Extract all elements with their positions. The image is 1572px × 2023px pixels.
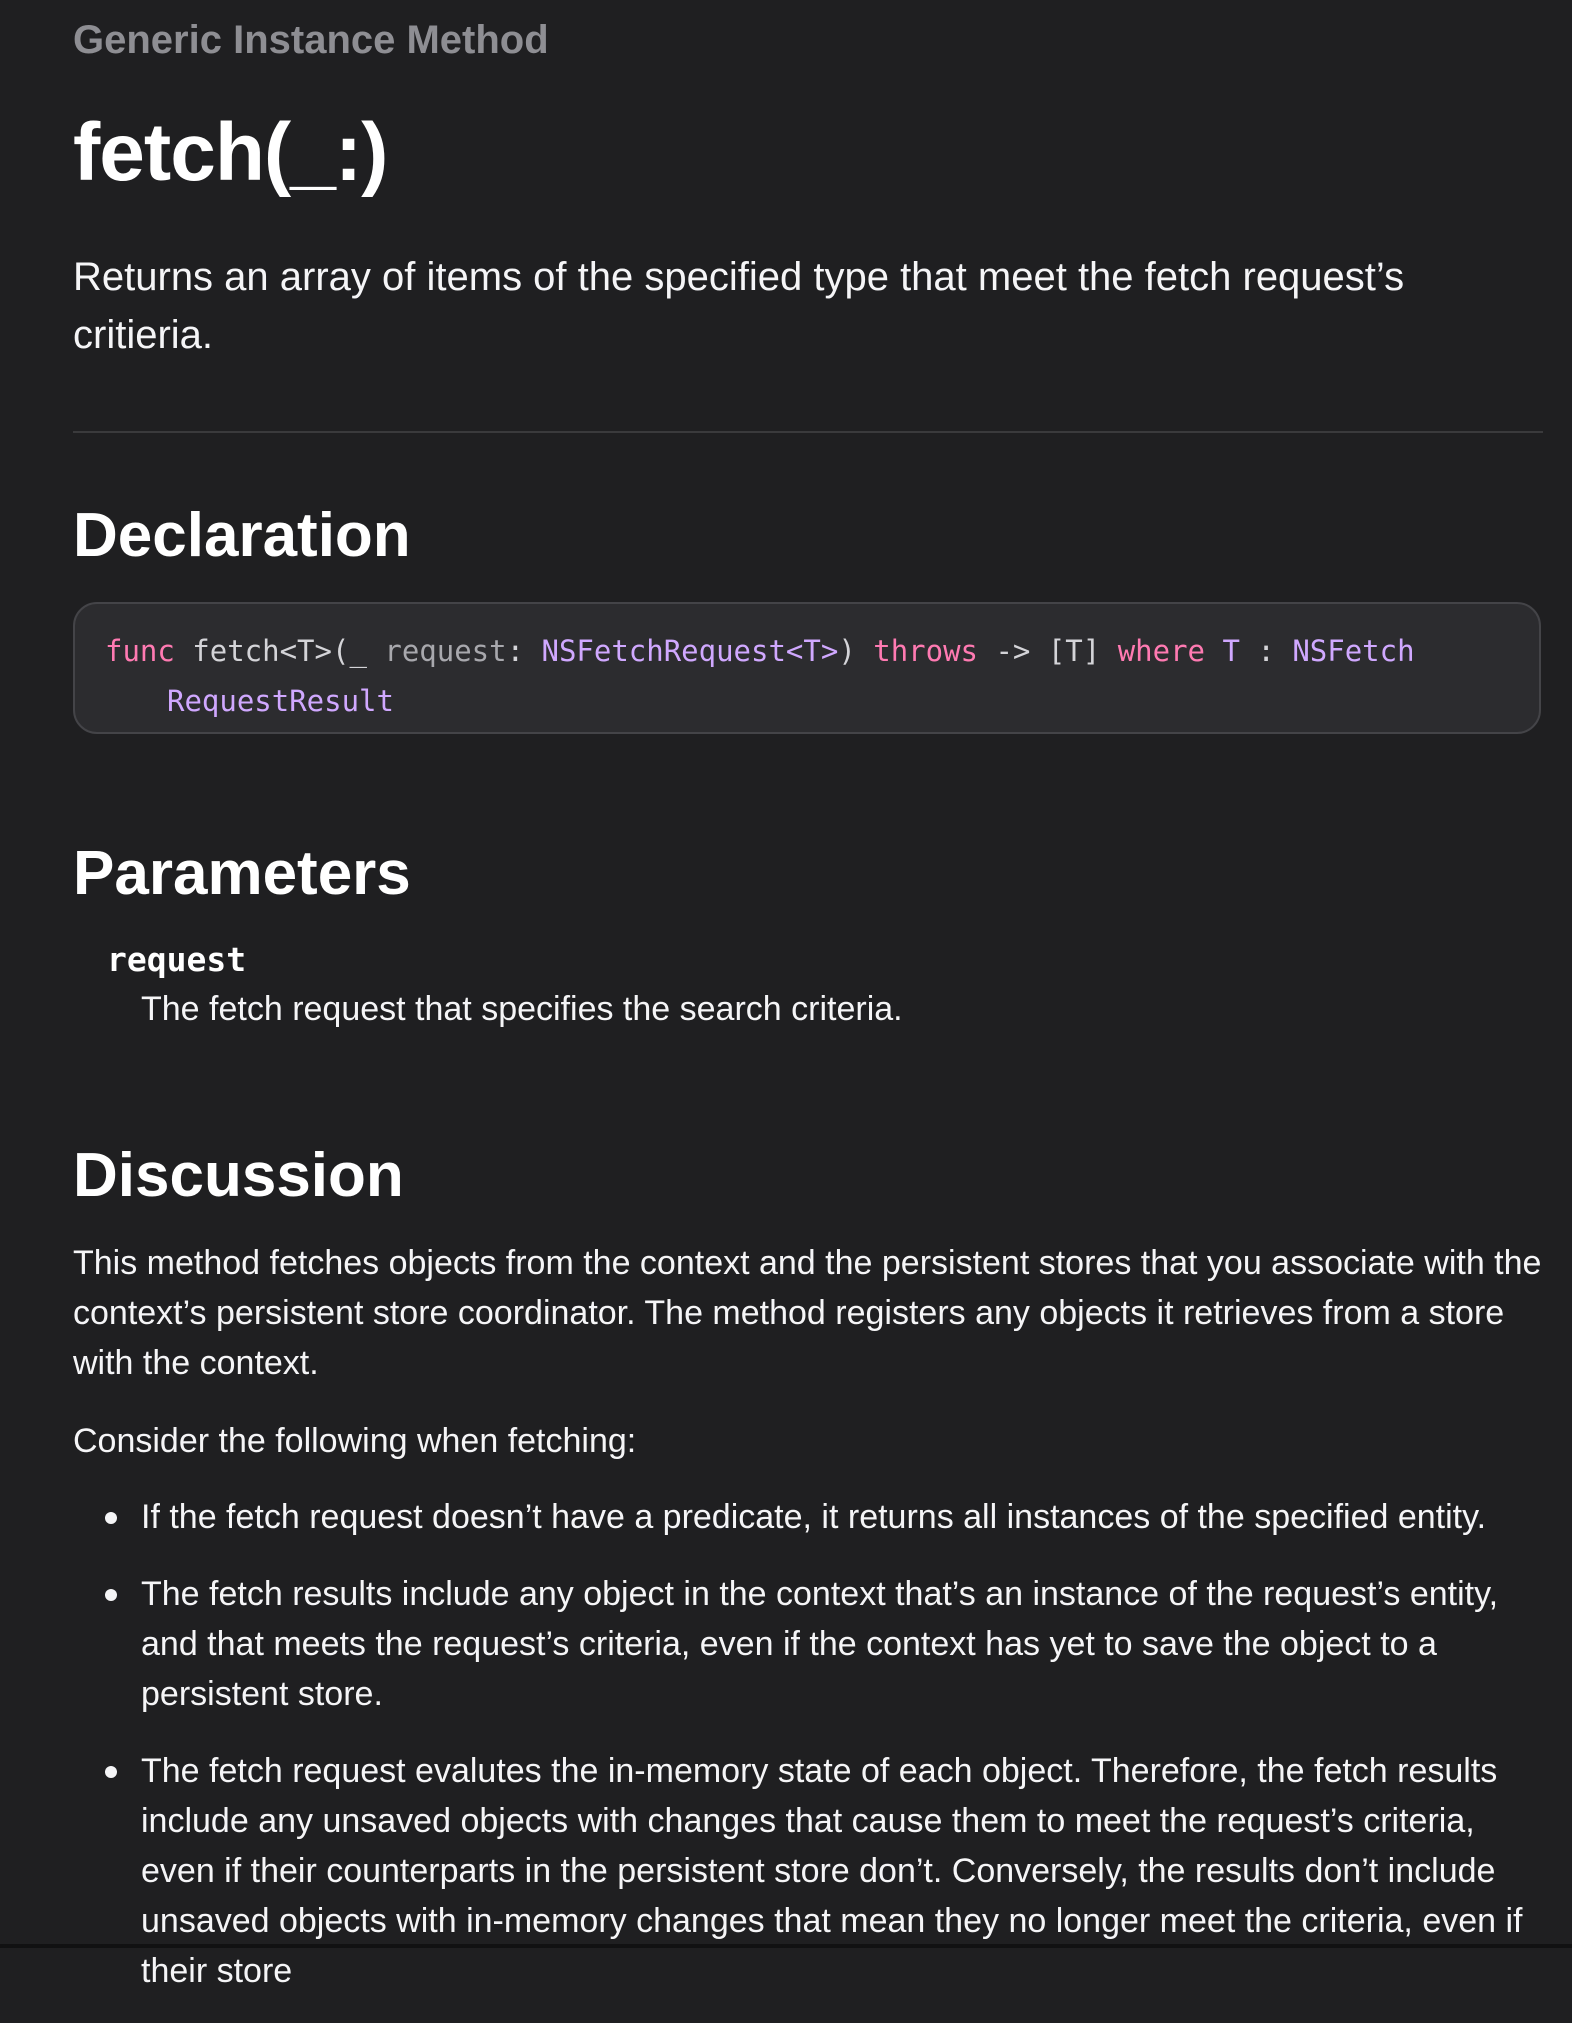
code-generic-param: T — [1205, 634, 1258, 668]
discussion-paragraph: Consider the following when fetching: — [73, 1422, 637, 1460]
code-constraint-colon: : — [1257, 634, 1293, 668]
declaration-line-1 — [105, 626, 1509, 676]
code-keyword-throws: throws — [873, 634, 978, 668]
symbol-kind-eyebrow: Generic Instance Method — [73, 18, 549, 62]
page-title: fetch(_:) — [73, 107, 388, 198]
declaration-line-2 — [105, 676, 1509, 726]
list-item-text: The fetch results include any object in the context that’s an instance of the request’s entity, and that meets the request’s criteria, even if the context has yet to save the object to a persistent store. — [141, 1575, 1499, 1713]
list-item — [73, 1492, 1543, 1542]
parameters-heading: Parameters — [73, 839, 411, 908]
list-item-text: The fetch request evalutes the in-memory state of each object. Therefore, the fetch results include any unsaved objects with changes that cause them to meet the request’s criteria, even if their counterparts in the persistent store don’t. Conversely, the results don’t include unsaved objects with in-memory changes that mean they no longer meet the criteria, even if their store — [141, 1752, 1523, 1990]
window-bottom-edge — [0, 1944, 1572, 1948]
bullet-icon — [105, 1512, 117, 1524]
code-constraint-type-link-part2[interactable]: RequestResult — [167, 684, 394, 718]
parameter-name: request — [107, 940, 247, 979]
code-keyword-func: func — [105, 634, 175, 668]
declaration-code-block[interactable] — [73, 602, 1541, 734]
code-colon: : — [506, 634, 542, 668]
code-param-label: request — [384, 634, 507, 668]
list-item — [73, 1569, 1543, 1719]
bullet-icon — [105, 1766, 117, 1778]
code-function-name: fetch<T>(_ — [174, 634, 385, 668]
discussion-heading: Discussion — [73, 1141, 404, 1210]
section-divider — [73, 431, 1543, 433]
code-close-paren: ) — [838, 634, 874, 668]
abstract-text: Returns an array of items of the specified type that meet the fetch request’s critieria. — [73, 255, 1405, 357]
bullet-icon — [105, 1589, 117, 1601]
declaration-heading: Declaration — [73, 501, 411, 570]
code-keyword-where: where — [1117, 634, 1205, 668]
list-item — [73, 1746, 1543, 1996]
code-param-type-link[interactable]: NSFetchRequest<T> — [541, 634, 839, 668]
discussion-paragraph: This method fetches objects from the context and the persistent stores that you associate with the context’s persistent store coordinator. The method registers any objects it retrieves from a store with the context. — [73, 1244, 1542, 1382]
parameter-description: The fetch request that specifies the search criteria. — [141, 990, 903, 1028]
list-item-text: If the fetch request doesn’t have a predicate, it returns all instances of the specified entity. — [141, 1498, 1487, 1536]
code-constraint-type-link-part1[interactable]: NSFetch — [1292, 634, 1415, 668]
code-return-arrow: -> [T] — [978, 634, 1118, 668]
